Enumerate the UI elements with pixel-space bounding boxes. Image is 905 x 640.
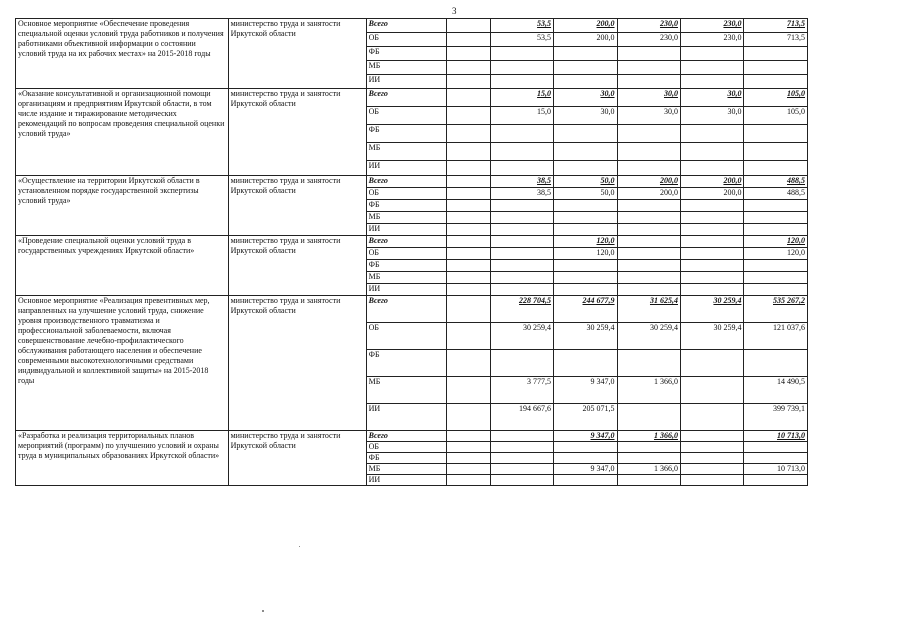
total-value: 120,0 — [744, 248, 808, 260]
year-value: 50,0 — [554, 176, 617, 188]
year-value — [617, 212, 680, 224]
year-value: 200,0 — [617, 188, 680, 200]
total-value — [744, 75, 808, 89]
year-value: 30,0 — [554, 89, 617, 107]
activity-name: «Оказание консультативной и организационной помощи организациям и предприятиям Иркутской области, в том числе издание и тиражирование методических рекомендаций по вопросам проведения специальной оценки условий труда» — [16, 89, 229, 176]
year-value: 38,5 — [490, 176, 553, 188]
year-value — [680, 200, 743, 212]
empty-cell — [447, 377, 490, 404]
year-value — [617, 272, 680, 284]
year-value: 3 777,5 — [490, 377, 553, 404]
year-value: 30,0 — [617, 107, 680, 125]
funding-source: Всего — [366, 89, 447, 107]
empty-cell — [447, 224, 490, 236]
year-value: 15,0 — [490, 107, 553, 125]
empty-cell — [447, 33, 490, 47]
responsible-executor: министерство труда и занятости Иркутской области — [228, 19, 366, 89]
funding-source: ФБ — [366, 47, 447, 61]
funding-source: МБ — [366, 377, 447, 404]
empty-cell — [447, 89, 490, 107]
funding-source: ФБ — [366, 350, 447, 377]
year-value: 30 259,4 — [680, 323, 743, 350]
year-value — [617, 236, 680, 248]
section-total-row — [16, 89, 808, 107]
year-value: 9 347,0 — [554, 464, 617, 475]
empty-cell — [447, 161, 490, 176]
year-value: 53,5 — [490, 33, 553, 47]
scan-speck — [262, 610, 264, 612]
year-value — [554, 200, 617, 212]
year-value — [617, 200, 680, 212]
empty-cell — [447, 431, 490, 442]
year-value: 53,5 — [490, 19, 553, 33]
year-value — [554, 260, 617, 272]
empty-cell — [447, 143, 490, 161]
year-value: 228 704,5 — [490, 296, 553, 323]
total-value — [744, 453, 808, 464]
funding-source: Всего — [366, 176, 447, 188]
year-value — [554, 47, 617, 61]
year-value — [680, 350, 743, 377]
empty-cell — [447, 284, 490, 296]
year-value: 30 259,4 — [680, 296, 743, 323]
total-value — [744, 161, 808, 176]
funding-source: МБ — [366, 272, 447, 284]
year-value: 1 366,0 — [617, 377, 680, 404]
year-value — [490, 47, 553, 61]
total-value: 10 713,0 — [744, 431, 808, 442]
funding-table — [15, 18, 808, 486]
year-value: 50,0 — [554, 188, 617, 200]
total-value: 14 490,5 — [744, 377, 808, 404]
total-value: 488,5 — [744, 188, 808, 200]
empty-cell — [447, 47, 490, 61]
year-value: 200,0 — [680, 176, 743, 188]
year-value — [490, 212, 553, 224]
year-value — [490, 350, 553, 377]
year-value — [554, 212, 617, 224]
year-value — [680, 260, 743, 272]
year-value — [554, 125, 617, 143]
year-value — [554, 453, 617, 464]
year-value — [490, 248, 553, 260]
year-value — [617, 75, 680, 89]
empty-cell — [447, 212, 490, 224]
year-value — [554, 350, 617, 377]
year-value — [490, 475, 553, 486]
funding-source: Всего — [366, 19, 447, 33]
year-value — [554, 61, 617, 75]
funding-source: ФБ — [366, 260, 447, 272]
year-value: 230,0 — [617, 33, 680, 47]
year-value — [680, 161, 743, 176]
funding-source: Всего — [366, 431, 447, 442]
empty-cell — [447, 404, 490, 431]
year-value: 120,0 — [554, 248, 617, 260]
year-value — [680, 272, 743, 284]
empty-cell — [447, 61, 490, 75]
total-value: 105,0 — [744, 107, 808, 125]
total-value: 121 037,6 — [744, 323, 808, 350]
total-value: 120,0 — [744, 236, 808, 248]
year-value — [680, 47, 743, 61]
empty-cell — [447, 475, 490, 486]
year-value: 200,0 — [617, 176, 680, 188]
year-value — [554, 75, 617, 89]
year-value — [617, 61, 680, 75]
empty-cell — [447, 296, 490, 323]
year-value — [617, 125, 680, 143]
funding-source: ФБ — [366, 453, 447, 464]
year-value: 30,0 — [554, 107, 617, 125]
year-value — [680, 75, 743, 89]
year-value: 38,5 — [490, 188, 553, 200]
year-value — [554, 284, 617, 296]
activity-name: «Проведение специальной оценки условий труда в государственных учреждениях Иркутской области» — [16, 236, 229, 296]
activity-name: «Осуществление на территории Иркутской области в установленном порядке государственной экспертизы условий труда» — [16, 176, 229, 236]
funding-source: ИИ — [366, 475, 447, 486]
section-total-row — [16, 296, 808, 323]
funding-source: ФБ — [366, 200, 447, 212]
year-value — [617, 284, 680, 296]
section-total-row — [16, 19, 808, 33]
year-value — [617, 161, 680, 176]
year-value: 30,0 — [617, 89, 680, 107]
year-value: 200,0 — [554, 19, 617, 33]
year-value — [490, 284, 553, 296]
year-value — [617, 350, 680, 377]
year-value — [490, 75, 553, 89]
year-value — [680, 224, 743, 236]
funding-source: ИИ — [366, 404, 447, 431]
year-value — [617, 224, 680, 236]
activity-name: Основное мероприятие «Реализация превентивных мер, направленных на улучшение условий труда, снижение уровня производственного травматизма и профессиональной заболеваемости, включая совершенствование лечебно-профилактического обслуживания работающего населения и обеспечение современными высокотехнологичными средствами индивидуальной и коллективной защиты» на 2015-2018 годы — [16, 296, 229, 431]
total-value: 105,0 — [744, 89, 808, 107]
year-value — [680, 453, 743, 464]
page-number: 3 — [452, 6, 457, 16]
funding-source: ИИ — [366, 284, 447, 296]
funding-source: ОБ — [366, 107, 447, 125]
year-value: 1 366,0 — [617, 431, 680, 442]
funding-source: ОБ — [366, 248, 447, 260]
year-value — [490, 161, 553, 176]
empty-cell — [447, 188, 490, 200]
year-value — [554, 272, 617, 284]
year-value: 120,0 — [554, 236, 617, 248]
empty-cell — [447, 464, 490, 475]
year-value — [680, 475, 743, 486]
total-value — [744, 200, 808, 212]
year-value — [490, 236, 553, 248]
year-value: 30,0 — [680, 89, 743, 107]
year-value — [490, 442, 553, 453]
empty-cell — [447, 19, 490, 33]
funding-source: ОБ — [366, 33, 447, 47]
year-value: 244 677,9 — [554, 296, 617, 323]
empty-cell — [447, 200, 490, 212]
year-value: 200,0 — [680, 188, 743, 200]
year-value — [617, 143, 680, 161]
year-value: 1 366,0 — [617, 464, 680, 475]
empty-cell — [447, 176, 490, 188]
total-value — [744, 442, 808, 453]
responsible-executor: министерство труда и занятости Иркутской области — [228, 296, 366, 431]
year-value — [490, 453, 553, 464]
total-value — [744, 47, 808, 61]
funding-source: Всего — [366, 296, 447, 323]
funding-source: ИИ — [366, 224, 447, 236]
funding-source: МБ — [366, 61, 447, 75]
year-value — [680, 377, 743, 404]
year-value: 31 625,4 — [617, 296, 680, 323]
year-value — [680, 248, 743, 260]
year-value: 15,0 — [490, 89, 553, 107]
funding-source: ИИ — [366, 161, 447, 176]
empty-cell — [447, 107, 490, 125]
year-value: 9 347,0 — [554, 377, 617, 404]
funding-source: ОБ — [366, 442, 447, 453]
total-value — [744, 143, 808, 161]
year-value — [617, 248, 680, 260]
year-value: 30,0 — [680, 107, 743, 125]
total-value: 399 739,1 — [744, 404, 808, 431]
funding-source: ОБ — [366, 323, 447, 350]
empty-cell — [447, 272, 490, 284]
activity-name: Основное мероприятие «Обеспечение проведения специальной оценки условий труда работников и получения работниками объективной информации о состоянии условий труда на их рабочих местах» на 2015-2018 годы — [16, 19, 229, 89]
year-value — [554, 475, 617, 486]
total-value — [744, 260, 808, 272]
empty-cell — [447, 75, 490, 89]
year-value: 230,0 — [680, 19, 743, 33]
section-total-row — [16, 236, 808, 248]
total-value — [744, 475, 808, 486]
year-value: 200,0 — [554, 33, 617, 47]
total-value: 488,5 — [744, 176, 808, 188]
year-value — [680, 284, 743, 296]
year-value — [490, 125, 553, 143]
responsible-executor: министерство труда и занятости Иркутской области — [228, 236, 366, 296]
year-value — [617, 47, 680, 61]
year-value — [680, 143, 743, 161]
activity-name: «Разработка и реализация территориальных планов мероприятий (программ) по улучшению условий и охраны труда в муниципальных образованиях Иркутской области» — [16, 431, 229, 486]
year-value: 9 347,0 — [554, 431, 617, 442]
total-value — [744, 61, 808, 75]
year-value — [490, 272, 553, 284]
funding-source: МБ — [366, 143, 447, 161]
funding-source: Всего — [366, 236, 447, 248]
year-value — [490, 431, 553, 442]
year-value — [554, 442, 617, 453]
year-value — [617, 404, 680, 431]
total-value: 713,5 — [744, 33, 808, 47]
year-value: 30 259,4 — [490, 323, 553, 350]
year-value: 205 071,5 — [554, 404, 617, 431]
empty-cell — [447, 350, 490, 377]
funding-source: ОБ — [366, 188, 447, 200]
total-value — [744, 224, 808, 236]
empty-cell — [447, 453, 490, 464]
empty-cell — [447, 323, 490, 350]
year-value — [617, 475, 680, 486]
year-value — [554, 224, 617, 236]
empty-cell — [447, 248, 490, 260]
year-value — [490, 260, 553, 272]
total-value — [744, 350, 808, 377]
funding-source: МБ — [366, 464, 447, 475]
total-value: 535 267,2 — [744, 296, 808, 323]
total-value: 713,5 — [744, 19, 808, 33]
empty-cell — [447, 442, 490, 453]
year-value: 230,0 — [680, 33, 743, 47]
section-total-row — [16, 431, 808, 442]
total-value — [744, 212, 808, 224]
year-value — [617, 453, 680, 464]
year-value — [490, 200, 553, 212]
total-value — [744, 284, 808, 296]
year-value — [554, 143, 617, 161]
responsible-executor: министерство труда и занятости Иркутской области — [228, 176, 366, 236]
year-value — [490, 224, 553, 236]
responsible-executor: министерство труда и занятости Иркутской области — [228, 431, 366, 486]
year-value — [490, 464, 553, 475]
year-value: 30 259,4 — [554, 323, 617, 350]
year-value — [617, 260, 680, 272]
responsible-executor: министерство труда и занятости Иркутской области — [228, 89, 366, 176]
year-value — [680, 464, 743, 475]
year-value — [680, 404, 743, 431]
year-value — [554, 161, 617, 176]
total-value — [744, 125, 808, 143]
year-value — [680, 125, 743, 143]
year-value — [617, 442, 680, 453]
year-value — [680, 442, 743, 453]
year-value: 194 667,6 — [490, 404, 553, 431]
scan-speck — [299, 546, 300, 547]
year-value: 230,0 — [617, 19, 680, 33]
year-value — [680, 236, 743, 248]
total-value — [744, 272, 808, 284]
year-value: 30 259,4 — [617, 323, 680, 350]
funding-source: ФБ — [366, 125, 447, 143]
year-value — [680, 61, 743, 75]
funding-source: ИИ — [366, 75, 447, 89]
total-value: 10 713,0 — [744, 464, 808, 475]
empty-cell — [447, 236, 490, 248]
year-value — [490, 61, 553, 75]
funding-source: МБ — [366, 212, 447, 224]
year-value — [680, 212, 743, 224]
section-total-row — [16, 176, 808, 188]
year-value — [490, 143, 553, 161]
empty-cell — [447, 260, 490, 272]
empty-cell — [447, 125, 490, 143]
year-value — [680, 431, 743, 442]
